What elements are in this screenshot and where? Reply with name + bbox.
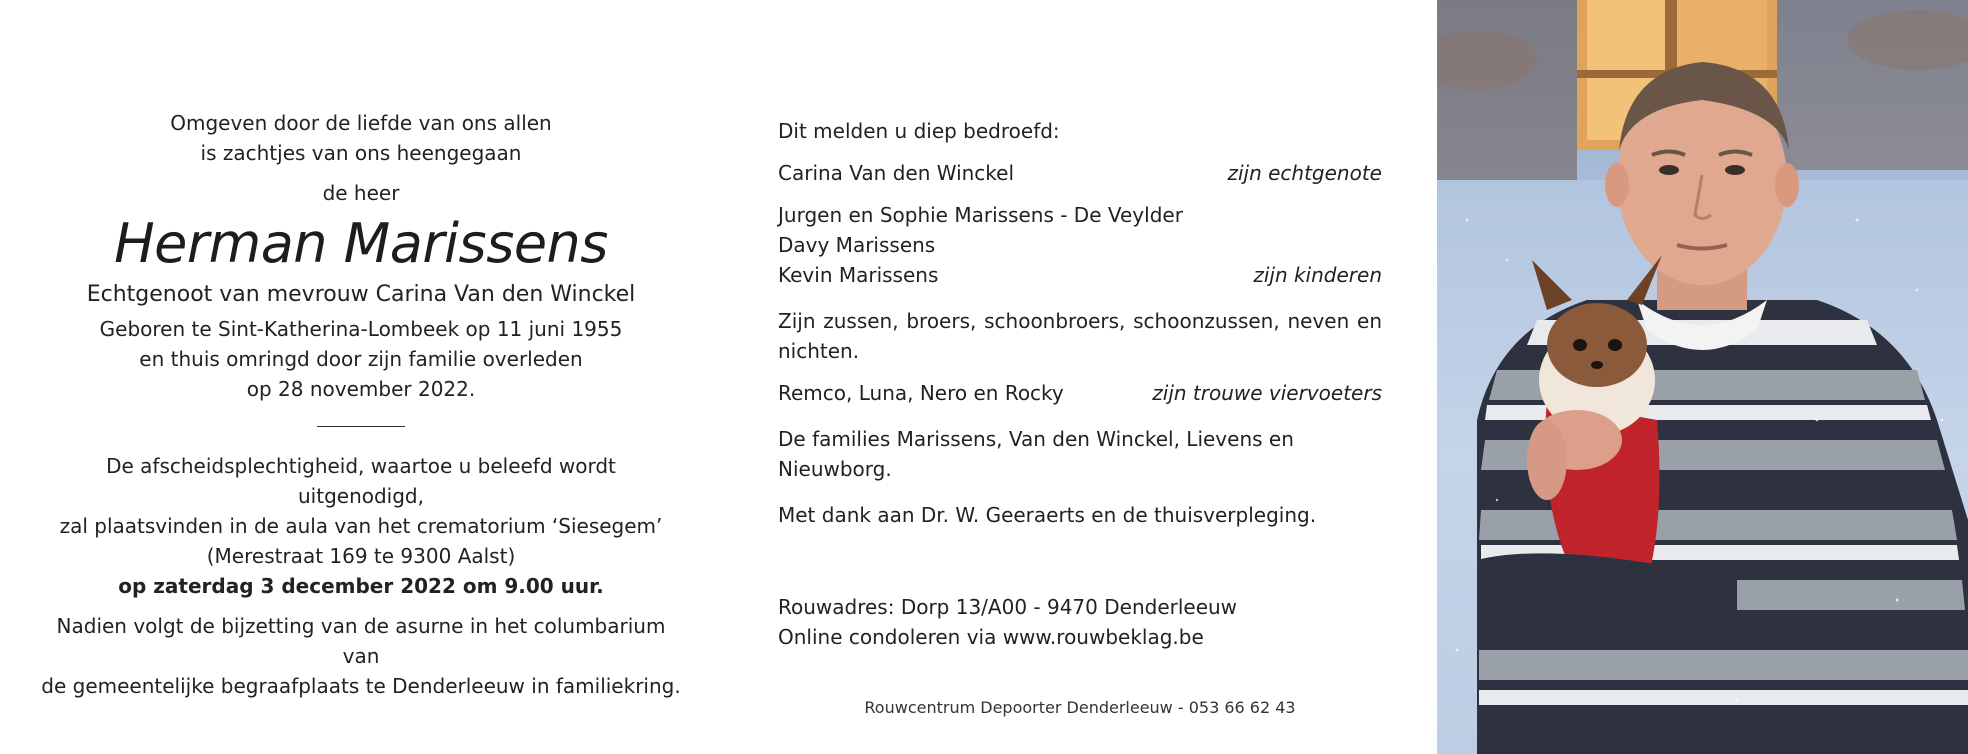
funeral-home-footer: Rouwcentrum Depoorter Denderleeuw - 053 66 62 43 bbox=[864, 698, 1296, 717]
birth-line: Geboren te Sint-Katherina-Lombeek op 11 juni 1955 bbox=[99, 317, 623, 341]
honorific: de heer bbox=[322, 181, 400, 205]
pets-names: Remco, Luna, Nero en Rocky bbox=[778, 381, 1064, 405]
spouse-line: Echtgenoot van mevrouw Carina Van den Winckel bbox=[86, 282, 636, 307]
death-line-1: en thuis omringd door zijn familie overleden bbox=[139, 347, 583, 371]
online-condolences: Online condoleren via www.rouwbeklag.be bbox=[778, 625, 1204, 649]
families-text: De families Marissens, Van den Winckel, Lievens en Nieuwborg. bbox=[778, 427, 1294, 481]
spouse-name: Carina Van den Winckel bbox=[778, 161, 1015, 185]
intro-line-1: Omgeven door de liefde van ons allen bbox=[170, 111, 552, 135]
deceased-name: Herman Marissens bbox=[114, 212, 608, 275]
death-line-2: op 28 november 2022. bbox=[246, 377, 476, 401]
children-role: zijn kinderen bbox=[1253, 263, 1382, 287]
burial-line-1: Nadien volgt de bijzetting van de asurne in het columbarium van bbox=[56, 614, 666, 668]
thanks-text: Met dank aan Dr. W. Geeraerts en de thuisverpleging. bbox=[778, 503, 1317, 527]
family-column bbox=[778, 116, 1382, 652]
ceremony-line-2: zal plaatsvinden in de aula van het crematorium ‘Siesegem’ bbox=[59, 514, 663, 538]
pets-role: zijn trouwe viervoeters bbox=[1152, 381, 1382, 405]
spouse-row bbox=[778, 158, 1382, 188]
child-row-3 bbox=[778, 260, 1382, 290]
relatives-text: Zijn zussen, broers, schoonbroers, schoonzussen, neven en nichten. bbox=[778, 309, 1382, 363]
mourning-address: Rouwadres: Dorp 13/A00 - 9470 Denderleeuw bbox=[778, 595, 1238, 619]
announcement-column bbox=[40, 108, 682, 701]
child-name-3: Kevin Marissens bbox=[778, 263, 939, 287]
intro-line-2: is zachtjes van ons heengegaan bbox=[200, 141, 522, 165]
burial-line-2: de gemeentelijke begraafplaats te Denderleeuw in familiekring. bbox=[41, 674, 681, 698]
child-row-2: Davy Marissens bbox=[778, 233, 936, 257]
family-intro: Dit melden u diep bedroefd: bbox=[778, 119, 1060, 143]
ceremony-address: (Merestraat 169 te 9300 Aalst) bbox=[206, 544, 516, 568]
child-row-1: Jurgen en Sophie Marissens - De Veylder bbox=[778, 203, 1183, 227]
portrait-photo bbox=[1437, 0, 1968, 754]
divider bbox=[317, 426, 405, 427]
pets-row bbox=[778, 378, 1382, 408]
spouse-role: zijn echtgenote bbox=[1227, 161, 1382, 185]
ceremony-line-1: De afscheidsplechtigheid, waartoe u beleefd wordt uitgenodigd, bbox=[106, 454, 616, 508]
ceremony-date: op zaterdag 3 december 2022 om 9.00 uur. bbox=[118, 574, 604, 598]
